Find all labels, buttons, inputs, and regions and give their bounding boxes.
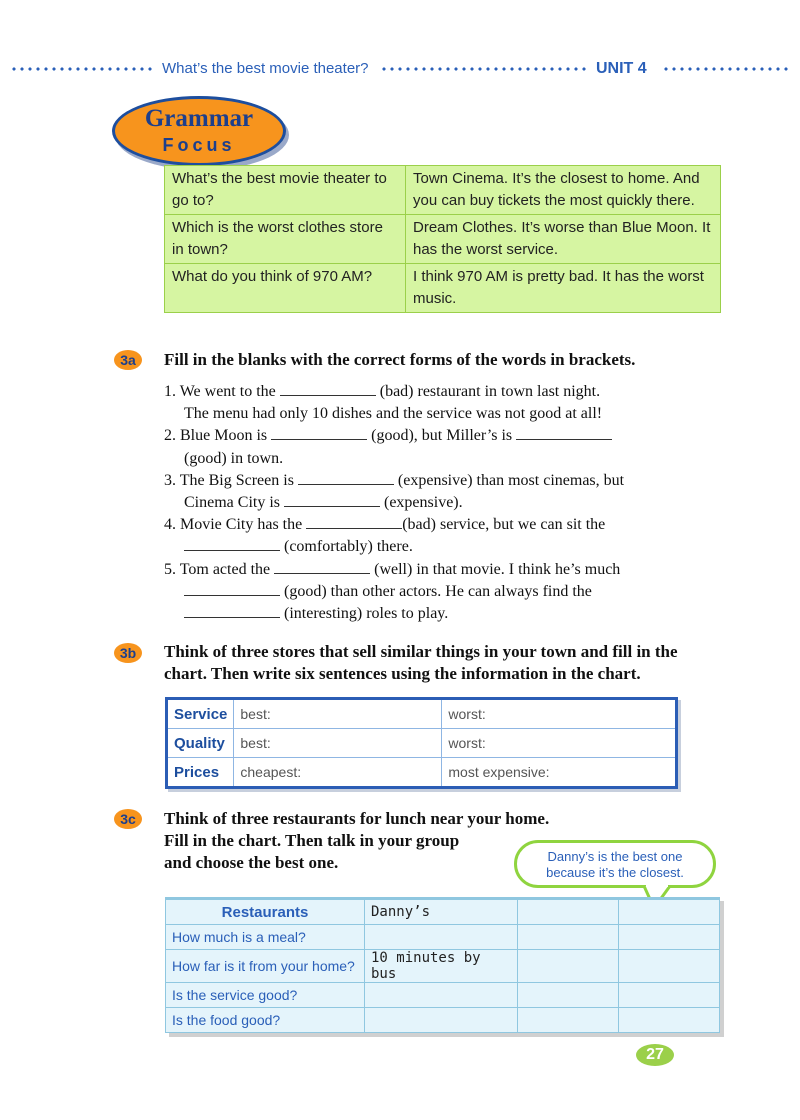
item-text: (expensive) than most cinemas, but [397, 471, 625, 489]
grammar-question: Which is the worst clothes store in town? [165, 215, 406, 264]
chart-cell[interactable] [619, 925, 720, 950]
fill-blank[interactable] [516, 425, 612, 440]
exercise-3c-title-line3: and choose the best one. [164, 853, 339, 872]
exercise-3b-chart [165, 697, 678, 789]
badge-word-focus: Focus [162, 135, 236, 155]
chart-cell[interactable] [518, 1008, 619, 1033]
page-number: 27 [636, 1044, 674, 1066]
fill-blank[interactable] [271, 425, 367, 440]
item-text: We went to the [179, 383, 276, 400]
grammar-question: What’s the best movie theater to go to? [165, 166, 406, 215]
table-row [166, 899, 720, 925]
exercise-3b-title-line1: Think of three stores that sell similar things in your town and fill in the [164, 642, 678, 661]
chart-cell[interactable] [619, 983, 720, 1008]
header-title: What’s the best movie theater? [162, 60, 369, 77]
grammar-row [165, 264, 721, 313]
item-number: 5. [164, 560, 176, 578]
item-text: Cinema City is [184, 494, 280, 512]
grammar-row [165, 166, 721, 215]
grammar-answer: Dream Clothes. It’s worse than Blue Moon. It has the worst service. [406, 215, 721, 264]
item-text: Movie City has the [180, 516, 303, 534]
chart-cell[interactable] [365, 925, 518, 950]
item-number: 4. [164, 516, 176, 534]
chart-cell[interactable]: worst: [442, 729, 677, 758]
row-question: Is the service good? [166, 983, 365, 1008]
table-row [167, 699, 677, 729]
row-question: How much is a meal? [166, 925, 365, 950]
item-text: (comfortably) there. [284, 538, 413, 556]
fill-blank[interactable] [280, 381, 376, 396]
item-number: 1. [164, 383, 176, 400]
fill-blank[interactable] [306, 514, 402, 529]
item-text: The menu had only 10 dishes and the service was not good at all! [184, 405, 603, 423]
exercise-3c-chart [165, 897, 720, 1033]
chart-cell[interactable] [619, 899, 720, 925]
speech-bubble [514, 840, 716, 888]
fill-blank[interactable] [184, 536, 280, 551]
chart-cell[interactable] [365, 1008, 518, 1033]
item-text: Tom acted the [179, 560, 271, 578]
chart-cell[interactable] [518, 950, 619, 983]
item-text: (bad) restaurant in town last night. [379, 383, 601, 400]
bubble-text-line1: Danny’s is the best one [547, 849, 683, 864]
chart-cell[interactable]: best: [234, 729, 442, 758]
exercise-3b-label: 3b [114, 643, 142, 663]
grammar-table [164, 165, 721, 313]
item-text: (expensive). [384, 494, 463, 512]
fill-blank[interactable] [274, 559, 370, 574]
item-number: 3. [164, 471, 176, 489]
grammar-row [165, 215, 721, 264]
item-text: (good) than other actors. He can always find the [284, 582, 592, 600]
exercise-3c-title-line2: Fill in the chart. Then talk in your group [164, 831, 460, 850]
chart-cell[interactable] [518, 983, 619, 1008]
exercise-3a-label: 3a [114, 350, 142, 370]
table-row [166, 925, 720, 950]
row-header: Quality [167, 729, 234, 758]
grammar-answer: Town Cinema. It’s the closest to home. And you can buy tickets the most quickly there. [406, 166, 721, 215]
item-text: (good) in town. [184, 449, 284, 467]
chart-cell[interactable]: 10 minutes by bus [365, 950, 518, 983]
exercise-3a-list [164, 381, 624, 625]
grammar-question: What do you think of 970 AM? [165, 264, 406, 313]
chart-cell[interactable] [365, 983, 518, 1008]
exercise-3c-title-line1: Think of three restaurants for lunch near your home. [164, 809, 550, 828]
item-text: The Big Screen is [179, 471, 294, 489]
table-row [166, 950, 720, 983]
table-row [167, 729, 677, 758]
chart-cell[interactable] [619, 1008, 720, 1033]
list-item [164, 381, 624, 403]
item-text: (bad) service, but we can sit the [402, 516, 606, 534]
exercise-3b-title-line2: chart. Then write six sentences using the information in the chart. [164, 664, 641, 683]
chart-cell[interactable]: worst: [442, 699, 677, 729]
chart-cell[interactable]: most expensive: [442, 758, 677, 788]
fill-blank[interactable] [298, 470, 394, 485]
chart-cell[interactable]: best: [234, 699, 442, 729]
table-row [166, 1008, 720, 1033]
row-header: Prices [167, 758, 234, 788]
header-unit: UNIT 4 [596, 60, 647, 77]
row-question: Is the food good? [166, 1008, 365, 1033]
row-question: How far is it from your home? [166, 950, 365, 983]
list-item [164, 470, 624, 492]
chart-cell[interactable] [518, 925, 619, 950]
item-number: 2. [164, 427, 176, 445]
row-header: Service [167, 699, 234, 729]
grammar-focus-badge [112, 96, 286, 166]
list-item [164, 425, 624, 447]
item-text: (well) in that movie. I think he’s much [374, 560, 621, 578]
badge-word-grammar: Grammar [144, 105, 254, 132]
table-row [166, 983, 720, 1008]
exercise-3c-label: 3c [114, 809, 142, 829]
exercise-3a-title: Fill in the blanks with the correct forms of the words in brackets. [164, 350, 636, 369]
fill-blank[interactable] [184, 581, 280, 596]
item-text: Blue Moon is [180, 427, 268, 445]
bubble-text-line2: because it’s the closest. [546, 865, 684, 880]
chart-cell[interactable] [518, 899, 619, 925]
column-header-restaurants: Restaurants [166, 899, 365, 925]
header-dots-left [10, 66, 156, 72]
list-item [164, 514, 624, 536]
chart-cell[interactable]: Danny’s [365, 899, 518, 925]
item-text: (interesting) roles to play. [284, 605, 449, 623]
fill-blank[interactable] [184, 603, 280, 618]
fill-blank[interactable] [284, 492, 380, 507]
chart-cell[interactable] [619, 950, 720, 983]
header-dots-middle [380, 66, 588, 72]
chart-cell[interactable]: cheapest: [234, 758, 442, 788]
list-item [164, 559, 624, 581]
header-dots-right [662, 66, 790, 72]
table-row [167, 758, 677, 788]
grammar-answer: I think 970 AM is pretty bad. It has the worst music. [406, 264, 721, 313]
item-text: (good), but Miller’s is [371, 427, 513, 445]
